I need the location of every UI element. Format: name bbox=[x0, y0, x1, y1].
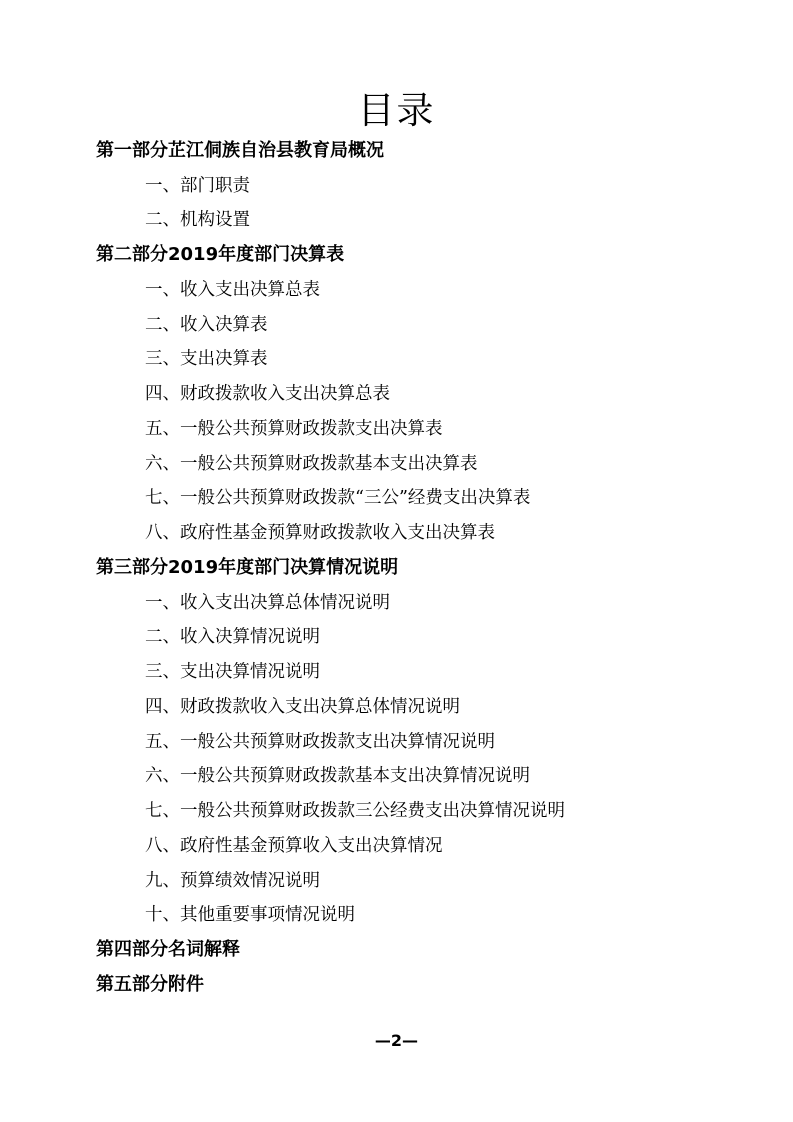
toc-part-3: 第三部分2019年度部门决算情况说明 bbox=[96, 557, 399, 578]
toc-item-note-7: 七、一般公共预算财政拨款三公经费支出决算情况说明 bbox=[145, 801, 565, 821]
toc-item-org-setup: 二、机构设置 bbox=[145, 210, 250, 230]
toc-item-table-6: 六、一般公共预算财政拨款基本支出决算表 bbox=[145, 454, 478, 474]
toc-part-1: 第一部分芷江侗族自治县教育局概况 bbox=[96, 140, 384, 161]
toc-item-table-1: 一、收入支出决算总表 bbox=[145, 280, 320, 300]
toc-item-table-7: 七、一般公共预算财政拨款“三公”经费支出决算表 bbox=[145, 488, 531, 508]
toc-item-note-4: 四、财政拨款收入支出决算总体情况说明 bbox=[145, 697, 460, 717]
toc-item-note-8: 八、政府性基金预算收入支出决算情况 bbox=[145, 836, 443, 856]
page-title: 目录 bbox=[357, 89, 436, 132]
toc-item-table-8: 八、政府性基金预算财政拨款收入支出决算表 bbox=[145, 523, 495, 543]
toc-item-note-2: 二、收入决算情况说明 bbox=[145, 627, 320, 647]
toc-item-note-1: 一、收入支出决算总体情况说明 bbox=[145, 593, 390, 613]
toc-item-note-10: 十、其他重要事项情况说明 bbox=[145, 905, 355, 925]
toc-item-table-5: 五、一般公共预算财政拨款支出决算表 bbox=[145, 419, 443, 439]
toc-part-2: 第二部分2019年度部门决算表 bbox=[96, 244, 345, 265]
toc-item-table-2: 二、收入决算表 bbox=[145, 315, 268, 335]
toc-item-note-9: 九、预算绩效情况说明 bbox=[145, 871, 320, 891]
toc-item-note-5: 五、一般公共预算财政拨款支出决算情况说明 bbox=[145, 732, 495, 752]
toc-part-5: 第五部分附件 bbox=[96, 974, 204, 995]
toc-item-table-4: 四、财政拨款收入支出决算总表 bbox=[145, 384, 390, 404]
toc-item-table-3: 三、支出决算表 bbox=[145, 349, 268, 369]
toc-part-4: 第四部分名词解释 bbox=[96, 939, 240, 960]
toc-item-note-3: 三、支出决算情况说明 bbox=[145, 662, 320, 682]
page-number: —2— bbox=[374, 1031, 419, 1050]
toc-item-note-6: 六、一般公共预算财政拨款基本支出决算情况说明 bbox=[145, 766, 530, 786]
toc-item-dept-duties: 一、部门职责 bbox=[145, 176, 250, 196]
